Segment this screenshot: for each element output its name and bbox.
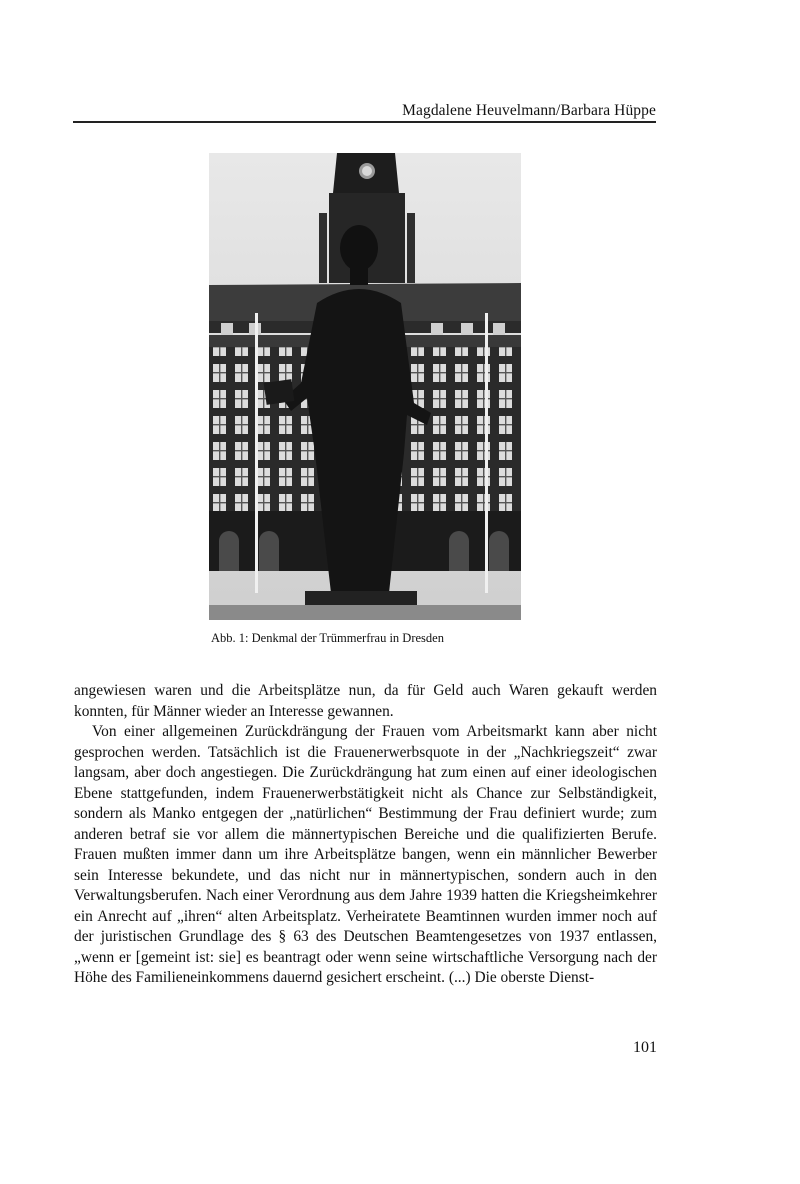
paragraph: angewiesen waren und die Arbeitsplätze nun, da für Geld auch Waren gekauft werden konnten, für Männer wieder an Interesse gewannen. [74, 682, 657, 720]
figure-caption: Abb. 1: Denkmal der Trümmerfrau in Dresden [211, 631, 444, 645]
paragraph: Von einer allgemeinen Zurückdrängung der Frauen vom Arbeitsmarkt kann aber nicht gesprochen werden. Tatsächlich ist die Frauenerwerbsquote in der „Nachkriegszeit“ zwar langsam, aber doch angestiegen. Die Zurückdrängung hat zum einen auf einer ideologischen Ebene stattgefunden, indem Frauenerwerbstätigkeit nicht als Chance zur Selbständigkeit, sondern als Manko entgegen der „natürlichen“ Bestimmung der Frau definiert wurde; zum anderen betraf sie vor allem die männertypischen Bereiche und die qualifizierten Berufe. Frauen mußten immer dann um ihre Arbeitsplätze bangen, wenn ein männlicher Bewerber sein Interesse bekundete, und das nicht nur in männertypischen, sondern auch in den Verwaltungsberufen. Nach einer Verordnung aus dem Jahre 1939 hatten die Kriegsheimkehrer ein Anrecht auf „ihren“ alten Arbeitsplatz. Verheiratete Beamtinnen wurden immer noch auf der juristischen Grundlage des § 63 des Deutschen Beamtengesetzes von 1937 entlassen, „wenn er [gemeint ist: sie] es beantragt oder wenn seine wirtschaftliche Versorgung nach der Höhe des Familieneinkommens dauernd gesichert erscheint. (...) Die oberste Dienst- [74, 723, 657, 986]
header-rule [73, 121, 656, 123]
statue-photo-illustration [209, 153, 521, 620]
page-number: 101 [633, 1039, 657, 1056]
running-head: Magdalene Heuvelmann/Barbara Hüppe [402, 102, 656, 119]
figure-photo [209, 153, 521, 620]
body-text [74, 681, 657, 989]
